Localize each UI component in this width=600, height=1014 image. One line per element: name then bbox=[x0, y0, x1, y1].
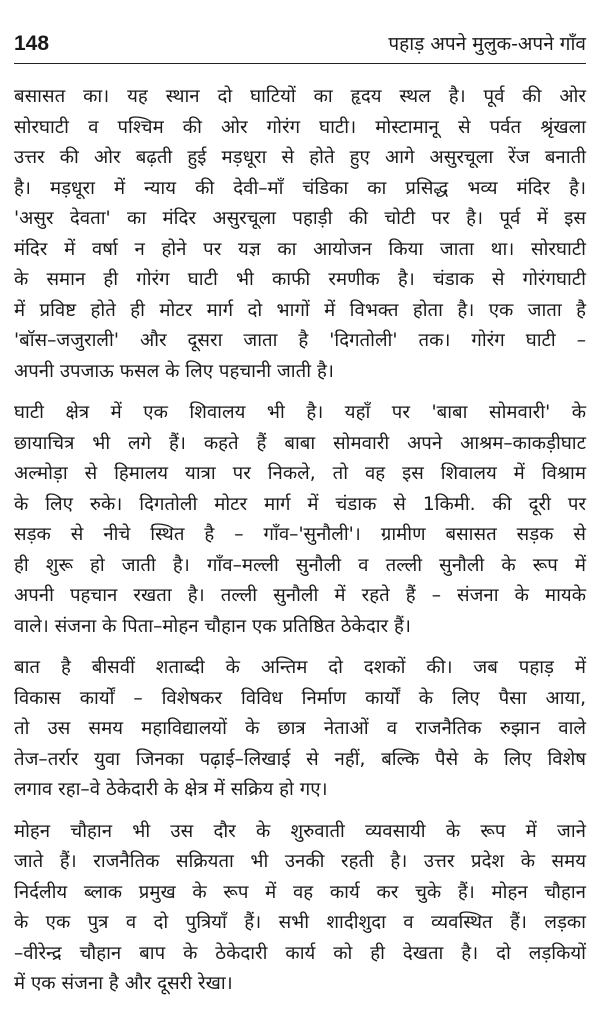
text-line: अपनी पहचान रखता है। तल्ली सुनौली में रहते हैं – संजना के मायके bbox=[14, 585, 586, 606]
text-line: ही शुरू हो जाती है। गाँव–मल्ली सुनौली व तल्ली सुनौली के रूप में bbox=[14, 554, 586, 576]
text-line: बात है बीसवीं शताब्दी के अन्तिम दो दशकों की। जब पहाड़ में bbox=[14, 657, 586, 678]
text-line: मोहन चौहान भी उस दौर के शुरुवाती व्यवसायी के रूप में जाने bbox=[14, 820, 586, 842]
text-line: में एक संजना है और दूसरी रेखा। bbox=[14, 973, 233, 994]
header-rule bbox=[14, 63, 586, 64]
text-line: है। मड़धूरा में न्याय की देवी–माँ चंडिका का प्रसिद्ध भव्य मंदिर है। bbox=[14, 177, 586, 199]
body-text bbox=[14, 82, 586, 1011]
text-line: के समान ही गोरंग घाटी भी काफी रमणीक है। चंडाक से गोरंगघाटी bbox=[14, 269, 586, 290]
text-line: 'बॉस–जजुराली' और दूसरा जाता है 'दिगतोली' तक। गोरंग घाटी – bbox=[14, 330, 586, 351]
text-line: तो उस समय महाविद्यालयों के छात्र नेताओं व राजनैतिक रुझान वाले bbox=[14, 718, 586, 739]
text-line: लगाव रहा–वे ठेकेदारी के क्षेत्र में सक्रिय हो गए। bbox=[14, 779, 328, 800]
text-line: छायाचित्र भी लगे हैं। कहते हैं बाबा सोमवारी अपने आश्रम–काकड़ीघाट bbox=[14, 432, 586, 454]
text-line: –वीरेन्द्र चौहान बाप के ठेकेदारी कार्य को ही देखता है। दो लड़कियों bbox=[14, 942, 586, 964]
text-line: अपनी उपजाऊ फसल के लिए पहचानी जाती है। bbox=[14, 360, 334, 382]
text-line: घाटी क्षेत्र में एक शिवालय भी है। यहाँ पर 'बाबा सोमवारी' के bbox=[14, 402, 586, 423]
page-header bbox=[14, 26, 586, 60]
paragraph bbox=[14, 653, 586, 806]
text-line: जाते हैं। राजनैतिक सक्रियता भी उनकी रहती है। उत्तर प्रदेश के समय bbox=[14, 851, 586, 872]
paragraph bbox=[14, 817, 586, 1000]
text-line: अल्मोड़ा से हिमालय यात्रा पर निकले, तो वह इस शिवालय में विश्राम bbox=[14, 463, 586, 484]
text-line: 'असुर देवता' का मंदिर असुरचूला पहाड़ी की चोटी पर है। पूर्व में इस bbox=[14, 208, 586, 229]
text-line: में प्रविष्ट होते ही मोटर मार्ग दो भागों में विभक्त होता है। एक जाता है bbox=[14, 299, 586, 321]
text-line: वाले। संजना के पिता–मोहन चौहान एक प्रतिष्ठित ठेकेदार हैं। bbox=[14, 615, 411, 637]
page-number: 148 bbox=[14, 32, 50, 55]
paragraph bbox=[14, 82, 586, 387]
text-line: सड़क से नीचे स्थित है – गाँव–'सुनौली'। ग्रामीण बसासत सड़क से bbox=[14, 524, 586, 545]
paragraph bbox=[14, 398, 586, 642]
text-line: के एक पुत्र व दो पुत्रियाँ हैं। सभी शादीशुदा व व्यवस्थित हैं। लड़का bbox=[14, 912, 586, 933]
text-line: विकास कार्यों – विशेषकर विविध निर्माण कार्यों के लिए पैसा आया, bbox=[14, 687, 586, 709]
running-title: पहाड़ अपने मुलुक-अपने गाँव bbox=[388, 33, 586, 55]
text-line: बसासत का। यह स्थान दो घाटियों का हृदय स्थल है। पूर्व की ओर bbox=[14, 86, 586, 107]
text-line: तेज–तर्रार युवा जिनका पढ़ाई–लिखाई से नहीं, बल्कि पैसे के लिए विशेष bbox=[14, 748, 586, 770]
text-line: निर्दलीय ब्लाक प्रमुख के रूप में वह कार्य कर चुके हैं। मोहन चौहान bbox=[14, 881, 586, 903]
text-line: सोरघाटी व पश्चिम की ओर गोरंग घाटी। मोस्टामानू से पर्वत श्रृंखला bbox=[14, 116, 586, 138]
text-line: के लिए रुके। दिगतोली मोटर मार्ग में चंडाक से 1किमी. की दूरी पर bbox=[14, 493, 586, 515]
text-line: मंदिर में वर्षा न होने पर यज्ञ का आयोजन किया जाता था। सोरघाटी bbox=[14, 238, 586, 260]
text-line: उत्तर की ओर बढ़ती हुई मड़धूरा से होते हुए आगे असुरचूला रेंज बनाती bbox=[14, 147, 586, 168]
